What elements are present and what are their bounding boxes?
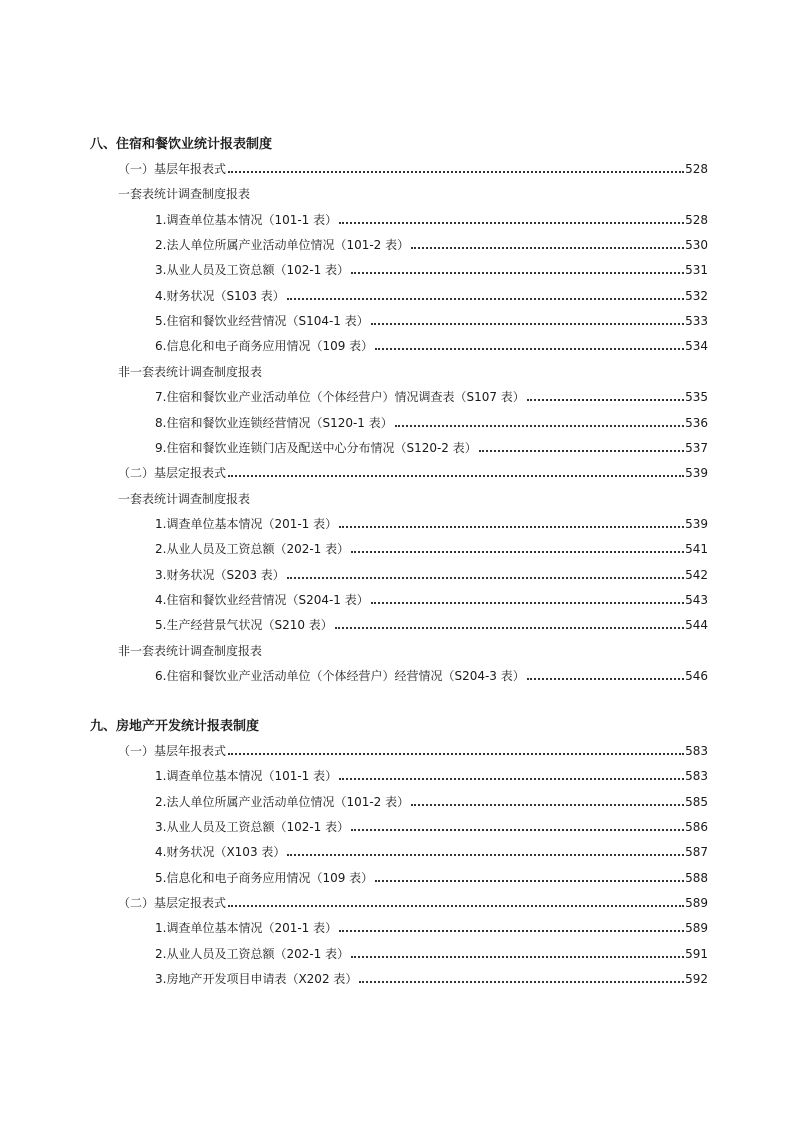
section-title: 九、房地产开发统计报表制度 (90, 719, 260, 734)
dot-leader (228, 905, 684, 907)
toc-entry-label: 1.调查单位基本情况（101-1 表） (155, 212, 338, 227)
toc-page-number: 583 (685, 769, 708, 784)
toc-entry-label: 6.信息化和电子商务应用情况（109 表） (155, 339, 374, 354)
toc-entry-label: 8.住宿和餐饮业连锁经营情况（S120-1 表） (155, 415, 393, 430)
toc-entry-label: 1.调查单位基本情况（201-1 表） (155, 921, 338, 936)
toc-entry[interactable] (155, 536, 708, 558)
dot-leader (479, 450, 684, 452)
toc-entry-label: 9.住宿和餐饮业连锁门店及配送中心分布情况（S120-2 表） (155, 440, 477, 455)
toc-entry[interactable] (155, 612, 708, 634)
dot-leader (339, 526, 684, 528)
toc-entry[interactable] (155, 966, 708, 988)
dot-leader (351, 956, 684, 958)
toc-entry-label: 4.财务状况（X103 表） (155, 845, 286, 860)
toc-entry[interactable] (118, 890, 708, 912)
toc-entry-label: 2.从业人员及工资总额（202-1 表） (155, 946, 350, 961)
toc-entry-label: 3.房地产开发项目申请表（X202 表） (155, 972, 358, 987)
toc-page-number: 589 (685, 896, 708, 911)
toc-entry[interactable] (118, 156, 708, 178)
dot-leader (411, 247, 684, 249)
toc-entry-label: 4.财务状况（S103 表） (155, 288, 285, 303)
toc-subheading (118, 638, 708, 660)
toc-entry[interactable] (155, 915, 708, 937)
toc-entry-label: 一套表统计调查制度报表 (118, 187, 251, 202)
toc-entry[interactable] (155, 435, 708, 457)
toc-page-number: 528 (685, 212, 708, 227)
dot-leader (375, 348, 684, 350)
toc-entry[interactable] (118, 738, 708, 760)
toc-entry-label: 5.生产经营景气状况（S210 表） (155, 618, 333, 633)
dot-leader (527, 399, 684, 401)
dot-leader (339, 222, 684, 224)
toc-page-number: 532 (685, 288, 708, 303)
section-heading (90, 714, 708, 736)
toc-page-number: 534 (685, 339, 708, 354)
toc-page-number: 537 (685, 440, 708, 455)
toc-entry[interactable] (155, 839, 708, 861)
toc-page-number: 535 (685, 390, 708, 405)
toc-page-number: 591 (685, 946, 708, 961)
toc-entry-label: 1.调查单位基本情况（101-1 表） (155, 769, 338, 784)
dot-leader (339, 930, 684, 932)
toc-entry-label: 非一套表统计调查制度报表 (118, 364, 263, 379)
toc-subheading (118, 486, 708, 508)
dot-leader (527, 678, 684, 680)
toc-entry-label: 2.法人单位所属产业活动单位情况（101-2 表） (155, 238, 410, 253)
toc-entry-label: 7.住宿和餐饮业产业活动单位（个体经营户）情况调查表（S107 表） (155, 390, 525, 405)
dot-leader (371, 323, 684, 325)
dot-leader (339, 778, 684, 780)
toc-page-number: 528 (685, 162, 708, 176)
dot-leader (287, 854, 684, 856)
toc-page-number: 536 (685, 415, 708, 430)
toc-entry-label: （一）基层年报表式 (118, 744, 227, 758)
toc-entry-label: 非一套表统计调查制度报表 (118, 643, 263, 658)
toc-entry-label: （二）基层定报表式 (118, 896, 227, 911)
toc-entry-label: 2.从业人员及工资总额（202-1 表） (155, 542, 350, 557)
section-heading (90, 132, 708, 154)
toc-entry-label: （二）基层定报表式 (118, 466, 227, 481)
toc-page-number: 533 (685, 314, 708, 329)
dot-leader (351, 551, 684, 553)
dot-leader (371, 602, 684, 604)
section-title: 八、住宿和餐饮业统计报表制度 (90, 137, 273, 152)
dot-leader (287, 298, 684, 300)
toc-entry[interactable] (155, 865, 708, 887)
toc-subheading (118, 359, 708, 381)
toc-page-number: 546 (685, 669, 708, 683)
toc-entry-label: 3.从业人员及工资总额（102-1 表） (155, 263, 350, 278)
toc-page-number: 531 (685, 263, 708, 278)
toc-page-number: 544 (685, 618, 708, 633)
toc-entry-label: 2.法人单位所属产业活动单位情况（101-2 表） (155, 794, 410, 809)
toc-entry[interactable] (155, 283, 708, 305)
toc-entry[interactable] (155, 814, 708, 836)
toc-entry-label: 5.住宿和餐饮业经营情况（S104-1 表） (155, 314, 369, 329)
toc-page-number: 542 (685, 567, 708, 582)
toc-page-number: 583 (685, 744, 708, 758)
toc-page-number: 586 (685, 820, 708, 835)
dot-leader (395, 425, 684, 427)
toc-page-number: 530 (685, 238, 708, 253)
dot-leader (228, 171, 684, 173)
toc-page-number: 588 (685, 870, 708, 885)
toc-entry-label: 5.信息化和电子商务应用情况（109 表） (155, 870, 374, 885)
dot-leader (411, 804, 684, 806)
toc-entry-label: 1.调查单位基本情况（201-1 表） (155, 516, 338, 531)
toc-entry-label: 4.住宿和餐饮业经营情况（S204-1 表） (155, 592, 369, 607)
toc-subheading (118, 181, 708, 203)
dot-leader (351, 829, 684, 831)
toc-page-number: 539 (685, 466, 708, 481)
toc-entry[interactable] (155, 587, 708, 609)
toc-entry[interactable] (155, 562, 708, 584)
toc-page-number: 592 (685, 972, 708, 987)
toc-entry-label: 3.财务状况（S203 表） (155, 567, 285, 582)
dot-leader (335, 627, 684, 629)
dot-leader (228, 475, 684, 477)
toc-page-number: 539 (685, 516, 708, 531)
toc-page-number: 587 (685, 845, 708, 860)
toc-entry[interactable] (155, 410, 708, 432)
toc-entry[interactable] (155, 663, 708, 685)
toc-page-number: 589 (685, 921, 708, 936)
toc-entry-label: 3.从业人员及工资总额（102-1 表） (155, 820, 350, 835)
toc-entry[interactable] (155, 308, 708, 330)
toc-entry[interactable] (155, 941, 708, 963)
dot-leader (287, 577, 684, 579)
toc-entry[interactable] (155, 257, 708, 279)
dot-leader (351, 272, 684, 274)
toc-entry-label: 6.住宿和餐饮业产业活动单位（个体经营户）经营情况（S204-3 表） (155, 669, 525, 683)
toc-entry[interactable] (155, 789, 708, 811)
toc-entry[interactable] (155, 384, 708, 406)
toc-entry[interactable] (155, 333, 708, 355)
toc-page-number: 585 (685, 794, 708, 809)
dot-leader (228, 753, 684, 755)
toc-entry-label: （一）基层年报表式 (118, 162, 227, 176)
dot-leader (375, 880, 684, 882)
toc-page-number: 543 (685, 592, 708, 607)
toc-entry[interactable] (155, 763, 708, 785)
toc-entry[interactable] (155, 511, 708, 533)
toc-entry-label: 一套表统计调查制度报表 (118, 491, 251, 506)
toc-entry[interactable] (118, 460, 708, 482)
toc-entry[interactable] (155, 207, 708, 229)
toc-page-number: 541 (685, 542, 708, 557)
dot-leader (359, 981, 684, 983)
toc-entry[interactable] (155, 232, 708, 254)
